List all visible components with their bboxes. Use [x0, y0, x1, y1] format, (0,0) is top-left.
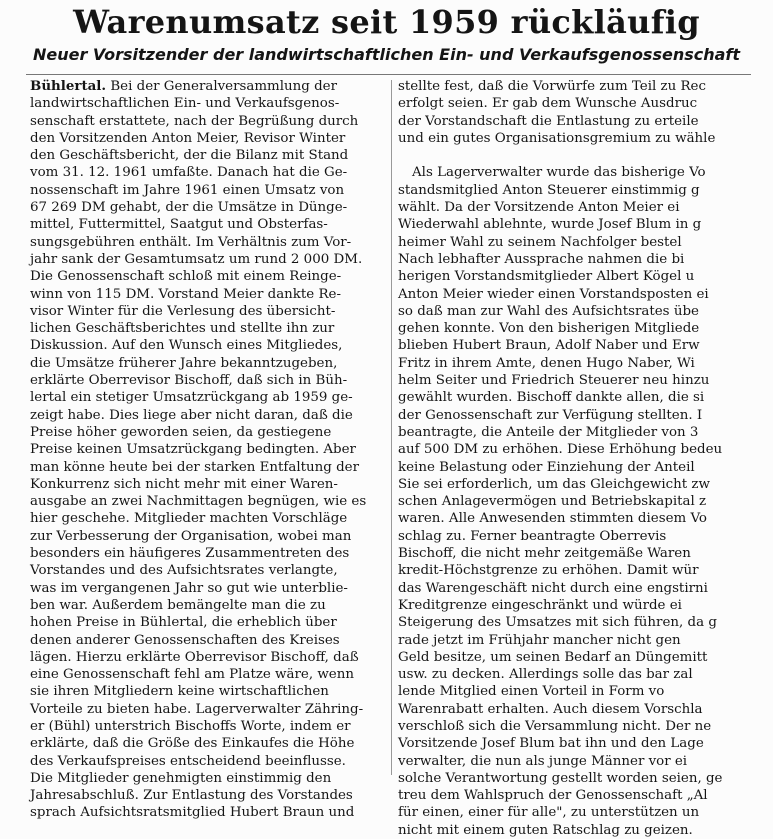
- text-line: Nach lebhafter Aussprache nahmen die bi: [398, 251, 685, 267]
- article-column-right: [398, 78, 770, 838]
- text-line: erklärte, daß die Größe des Einkaufes die Höhe: [30, 736, 355, 752]
- text-line: heimer Wahl zu seinem Nachfolger bestel: [398, 234, 682, 250]
- text-line: standsmitglied Anton Steuerer einstimmig g: [398, 182, 700, 198]
- text-line: verschloß sich die Versammlung nicht. Der ne: [398, 718, 712, 734]
- text-line: Diskussion. Auf den Wunsch eines Mitgliedes,: [30, 338, 343, 354]
- text-line: Fritz in ihrem Amte, denen Hugo Naber, Wi: [398, 355, 695, 371]
- text-line: 67 269 DM gehabt, der die Umsätze in Dünge-: [30, 200, 348, 216]
- text-line: erfolgt seien. Er gab dem Wunsche Ausdruc: [398, 96, 698, 112]
- text-line: winn von 115 DM. Vorstand Meier dankte Re-: [30, 286, 342, 302]
- text-line: lertal ein stetiger Umsatzrückgang ab 1959 ge-: [30, 390, 353, 406]
- text-line: stellte fest, daß die Vorwürfe zum Teil zu Rec: [398, 79, 706, 94]
- text-line: sprach Aufsichtsratsmitglied Hubert Braun und: [30, 805, 355, 821]
- text-line: gehen konnte. Von den bisherigen Mitgliede: [398, 321, 700, 337]
- text-line: Preise keinen Umsatzrückgang bedingten. Aber: [30, 442, 356, 458]
- text-line: herigen Vorstandsmitglieder Albert Kögel u: [398, 269, 695, 285]
- text-line: vom 31. 12. 1961 umfaßte. Danach hat die Ge-: [30, 165, 348, 181]
- text-line: Vorteile zu bieten habe. Lagerverwalter Zähring-: [30, 701, 364, 717]
- text-line: die Umsätze früherer Jahre bekanntzugeben,: [30, 355, 338, 371]
- text-line: das Warengeschäft nicht durch eine engstirni: [398, 580, 708, 596]
- text-line: nossenschaft im Jahre 1961 einen Umsatz von: [30, 182, 345, 198]
- text-line: eine Genossenschaft fehl am Platze wäre, wenn: [30, 667, 354, 683]
- text-line: Jahresabschluß. Zur Entlastung des Vorstandes: [30, 788, 353, 804]
- text-line: schen Anlagevermögen und Betriebskapital z: [398, 494, 707, 510]
- text-line: zeigt habe. Dies liege aber nicht daran, daß die: [30, 407, 353, 423]
- text-line: ausgabe an zwei Nachmittagen begnügen, wie es: [30, 494, 367, 510]
- text-line: Kreditgrenze eingeschränkt und würde ei: [398, 597, 682, 613]
- text-line: schlag zu. Ferner beantragte Oberrevis: [398, 528, 667, 544]
- subheadline: Neuer Vorsitzender der landwirtschaftlichen Ein- und Verkaufsgenossenschaft: [32, 45, 741, 64]
- text-line: blieben Hubert Braun, Adolf Naber und Erw: [398, 338, 700, 354]
- text-line: erklärte Oberrevisor Bischoff, daß sich in Büh-: [30, 373, 348, 389]
- text-line: Geld besitze, um seinen Bedarf an Düngemitt: [398, 649, 708, 665]
- text-line: wählt. Da der Vorsitzende Anton Meier ei: [398, 200, 680, 216]
- text-line: zur Verbesserung der Organisation, wobei man: [30, 528, 352, 544]
- article-column-left: [30, 78, 385, 821]
- text-line: was im vergangenen Jahr so gut wie unterblie-: [30, 580, 348, 596]
- text-line: visor Winter für die Verlesung des übersicht-: [30, 303, 336, 319]
- text-line: waren. Alle Anwesenden stimmten diesem Vo: [398, 511, 707, 527]
- text-line: der Vorstandschaft die Entlastung zu erteile: [398, 113, 699, 129]
- text-line: und ein gutes Organisationsgremium zu wähle: [398, 130, 716, 146]
- text-fragment: Bei der Generalversammlung der: [106, 79, 338, 94]
- text-line: des Verkaufspreises entscheidend beeinflusse.: [30, 753, 346, 769]
- text-line: Konkurrenz sich nicht mehr mit einer Waren-: [30, 476, 338, 492]
- text-line: gewählt wurden. Bischoff dankte allen, die si: [398, 390, 705, 406]
- text-line: landwirtschaftlichen Ein- und Verkaufsgenos-: [30, 96, 340, 112]
- text-line: beantragte, die Anteile der Mitglieder von 3: [398, 424, 699, 440]
- text-line: Anton Meier wieder einen Vorstandsposten ei: [398, 286, 709, 302]
- text-line: denen anderer Genossenschaften des Kreises: [30, 632, 340, 648]
- text-line: solche Verantwortung gestellt worden seien, ge: [398, 770, 723, 786]
- text-line: Bischoff, die nicht mehr zeitgemäße Waren: [398, 546, 691, 562]
- header-rule: [26, 74, 751, 75]
- text-line: ben war. Außerdem bemängelte man die zu: [30, 597, 326, 613]
- text-line: besonders ein häufigeres Zusammentreten des: [30, 546, 350, 562]
- text-line: für einen, einer für alle", zu unterstützen un: [398, 805, 700, 821]
- text-line: auf 500 DM zu erhöhen. Diese Erhöhung bedeu: [398, 442, 723, 458]
- text-line: helm Seiter und Friedrich Steuerer neu hinzu: [398, 373, 710, 389]
- text-line: man könne heute bei der starken Entfaltung der: [30, 459, 360, 475]
- text-line: usw. zu decken. Allerdings solle das bar zal: [398, 667, 693, 683]
- text-line: lende Mitglied einen Vorteil in Form vo: [398, 684, 665, 700]
- text-line: Als Lagerverwalter wurde das bisherige Vo: [412, 165, 706, 181]
- text-line: Vorstandes und des Aufsichtsrates verlangte,: [30, 563, 338, 579]
- text-line: Vorsitzende Josef Blum bat ihn und den Lage: [398, 736, 704, 752]
- text-line: Die Mitglieder genehmigten einstimmig den: [30, 770, 332, 786]
- text-line: kredit-Höchstgrenze zu erhöhen. Damit wür: [398, 563, 699, 579]
- text-line: nicht mit einem guten Ratschlag zu geizen.: [398, 822, 693, 838]
- text-line: den Vorsitzenden Anton Meier, Revisor Winter: [30, 130, 346, 146]
- text-line: lägen. Hierzu erklärte Oberrevisor Bischoff, daß: [30, 649, 359, 665]
- text-line: Wiederwahl ablehnte, wurde Josef Blum in g: [398, 217, 702, 233]
- text-line: den Geschäftsbericht, der die Bilanz mit Stand: [30, 148, 349, 164]
- text-line: treu dem Wahlspruch der Genossenschaft „Al: [398, 788, 708, 804]
- text-line: sungsgebühren enthält. Im Verhältnis zum Vor-: [30, 234, 352, 250]
- headline: Warenumsatz seit 1959 rückläufig: [73, 3, 700, 41]
- paragraph-gap: [398, 147, 770, 164]
- text-line: keine Belastung oder Einziehung der Anteil: [398, 459, 695, 475]
- text-line: Warenrabatt erhalten. Auch diesem Vorschla: [398, 701, 703, 717]
- text-line: Sie sei erforderlich, um das Gleichgewicht zw: [398, 476, 710, 492]
- text-line: Die Genossenschaft schloß mit einem Reinge-: [30, 269, 342, 285]
- text-line: hohen Preise in Bühlertal, die erheblich über: [30, 615, 337, 631]
- text-line: Preise höher geworden seien, da gestiegene: [30, 424, 332, 440]
- text-line: so daß man zur Wahl des Aufsichtsrates übe: [398, 303, 699, 319]
- text-line: der Genossenschaft zur Verfügung stellten. I: [398, 407, 703, 423]
- text-line: sie ihren Mitgliedern keine wirtschaftlichen: [30, 684, 329, 700]
- text-line: verwalter, die nun als junge Männer vor ei: [398, 753, 688, 769]
- column-divider: [391, 80, 392, 775]
- text-line: hier geschehe. Mitglieder machten Vorschläge: [30, 511, 348, 527]
- dateline: Bühlertal.: [30, 78, 107, 94]
- text-line: Steigerung des Umsatzes mit sich führen, da g: [398, 615, 717, 631]
- text-line: lichen Geschäftsberichtes und stellte ihn zur: [30, 321, 335, 337]
- text-line: jahr sank der Gesamtumsatz um rund 2 000 DM.: [30, 251, 363, 267]
- text-line: [30, 78, 385, 95]
- text-line: senschaft erstattete, nach der Begrüßung durch: [30, 113, 359, 129]
- text-line: er (Bühl) unterstrich Bischoffs Worte, indem er: [30, 718, 351, 734]
- text-line: mittel, Futtermittel, Saatgut und Obsterfas-: [30, 217, 328, 233]
- text-line: rade jetzt im Frühjahr mancher nicht gen: [398, 632, 681, 648]
